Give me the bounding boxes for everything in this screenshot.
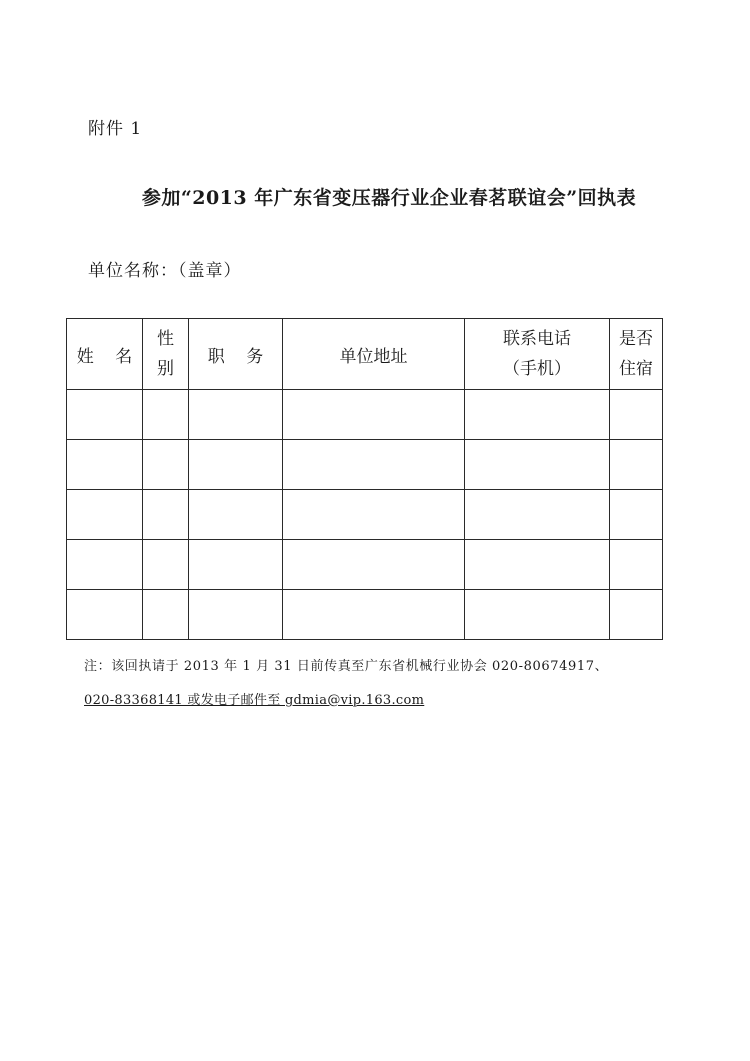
cell-phone[interactable] [465,490,610,540]
header-position-label: 职 务 [207,346,272,367]
cell-address[interactable] [283,490,465,540]
cell-name[interactable] [67,590,143,640]
header-gender [143,319,189,390]
table-row [67,490,663,540]
cell-phone[interactable] [465,390,610,440]
header-phone-line1: 联系电话 [503,329,571,349]
header-lodging-line2: 住宿 [619,359,653,379]
cell-lodging[interactable] [610,490,663,540]
cell-lodging[interactable] [610,390,663,440]
cell-gender[interactable] [143,440,189,490]
cell-phone[interactable] [465,540,610,590]
header-name-label: 姓 名 [76,346,141,367]
cell-position[interactable] [189,540,283,590]
cell-name[interactable] [67,540,143,590]
note-line-2: 020-83368141 或发电子邮件至 gdmia@vip.163.com [84,693,425,708]
cell-phone[interactable] [465,440,610,490]
page-title: 参加“2013 年广东省变压器行业企业春茗联谊会”回执表 [141,187,637,209]
cell-gender[interactable] [143,390,189,440]
cell-name[interactable] [67,390,143,440]
table-row [67,390,663,440]
header-phone [465,319,610,390]
cell-position[interactable] [189,440,283,490]
cell-address[interactable] [283,390,465,440]
cell-phone[interactable] [465,590,610,640]
note-line-1: 注：该回执请于 2013 年 1 月 31 日前传真至广东省机械行业协会 020-80674917、 [84,659,609,674]
header-lodging [610,319,663,390]
receipt-table [66,318,663,640]
cell-position[interactable] [189,390,283,440]
table-header-row [67,319,663,390]
table-row [67,590,663,640]
cell-position[interactable] [189,590,283,640]
cell-lodging[interactable] [610,590,663,640]
header-gender-line1: 性 [157,329,174,349]
cell-gender[interactable] [143,540,189,590]
header-name [67,319,143,390]
cell-address[interactable] [283,440,465,490]
unit-name-label: 单位名称：（盖章） [88,261,242,281]
header-lodging-line1: 是否 [619,329,653,349]
table-row [67,440,663,490]
attachment-label: 附件 1 [88,119,143,139]
header-phone-line2: （手机） [503,359,571,379]
header-address-label: 单位地址 [339,346,408,367]
cell-name[interactable] [67,440,143,490]
header-position [189,319,283,390]
cell-gender[interactable] [143,590,189,640]
cell-lodging[interactable] [610,440,663,490]
cell-address[interactable] [283,540,465,590]
cell-name[interactable] [67,490,143,540]
header-gender-line2: 别 [157,359,174,379]
header-address [283,319,465,390]
cell-position[interactable] [189,490,283,540]
cell-gender[interactable] [143,490,189,540]
table-row [67,540,663,590]
cell-lodging[interactable] [610,540,663,590]
cell-address[interactable] [283,590,465,640]
